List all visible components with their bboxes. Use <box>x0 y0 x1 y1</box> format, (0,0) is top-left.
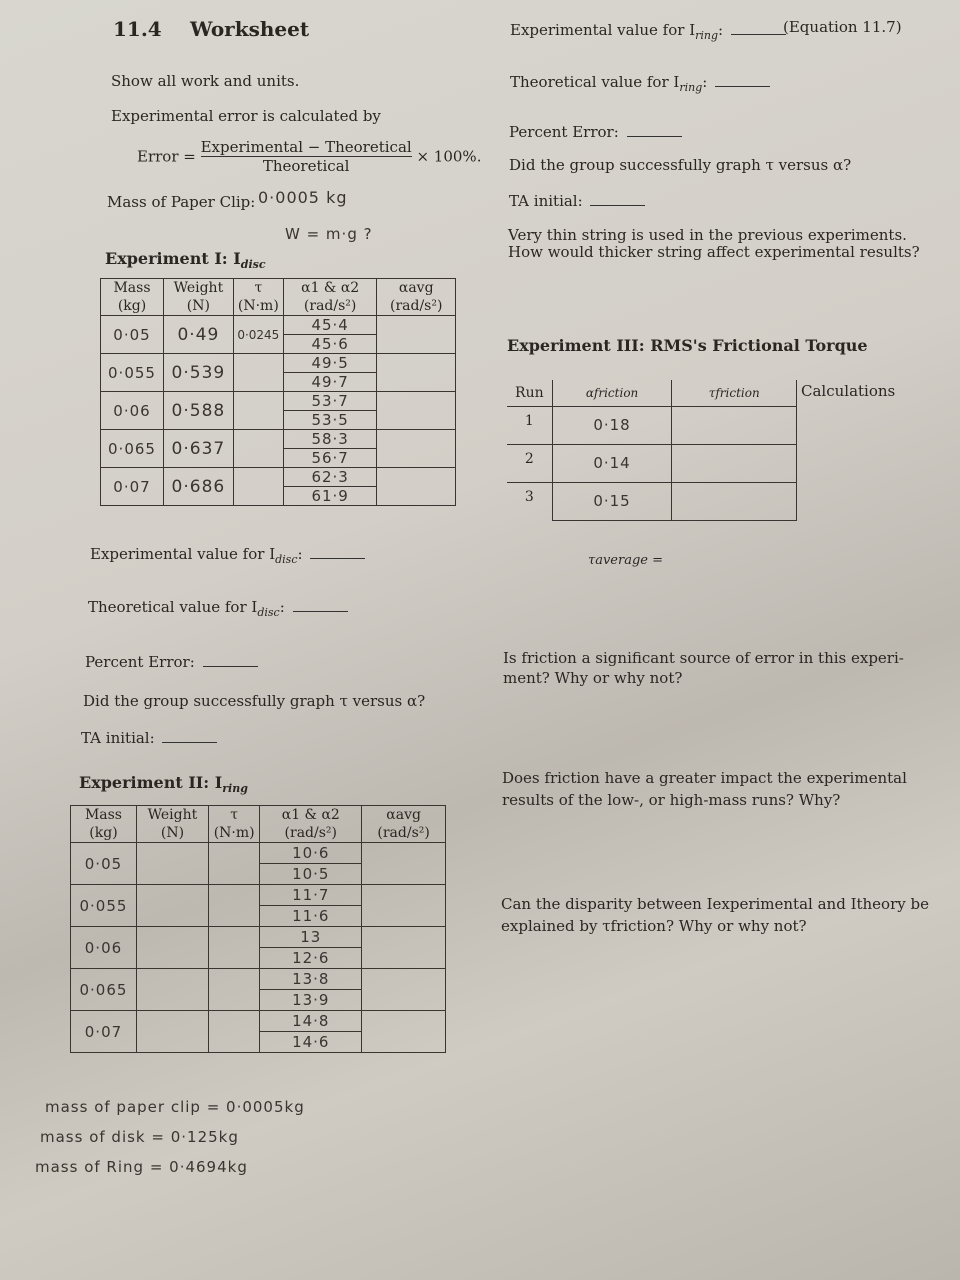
mass-cell: 0·06 <box>71 927 137 969</box>
col-torque: τ (N·m) <box>233 279 283 316</box>
run-cell: 2 <box>507 444 552 482</box>
denominator: Theoretical <box>262 157 350 175</box>
alpha-avg-cell <box>362 885 446 927</box>
col-torque: τ (N·m) <box>208 806 259 843</box>
weight-cell <box>136 1011 208 1053</box>
tau-friction-cell <box>672 482 797 520</box>
table-row <box>101 430 456 449</box>
torque-cell <box>233 430 283 468</box>
mass-cell: 0·065 <box>71 969 137 1011</box>
alpha2-cell: 10·5 <box>260 864 362 885</box>
alpha-avg-cell <box>377 316 456 354</box>
torque-cell <box>208 843 259 885</box>
col-alpha: α1 & α2 (rad/s²) <box>260 806 362 843</box>
alpha2-cell: 11·6 <box>260 906 362 927</box>
weight-note: W = m·g ? <box>285 225 373 243</box>
weight-cell: 0·49 <box>164 316 234 354</box>
col-weight: Weight (N) <box>136 806 208 843</box>
exp1-heading: Experiment I: $I_{disc}$ <box>105 249 266 272</box>
table-row <box>71 885 446 906</box>
alpha1-cell: 14·8 <box>260 1011 362 1032</box>
equation-ref: (Equation 11.7) <box>783 18 902 36</box>
exp1-table <box>100 278 456 506</box>
tau-average: τaverage = <box>588 553 663 568</box>
alpha1-cell: 49·5 <box>283 354 377 373</box>
mass-cell: 0·05 <box>101 316 164 354</box>
alpha1-cell: 62·3 <box>283 468 377 487</box>
col-weight: Weight (N) <box>164 279 234 316</box>
exp3-table <box>507 380 797 521</box>
numerator: Experimental − Theoretical <box>200 138 412 156</box>
table-row <box>71 843 446 864</box>
table-row <box>71 969 446 990</box>
note-ring: mass of Ring = 0·4694kg <box>35 1158 248 1176</box>
ring-theoretical-value: Theoretical value for $I_{ring}$: <box>510 73 770 94</box>
exp2-table <box>70 805 446 1053</box>
torque-cell <box>233 468 283 506</box>
table-row <box>101 354 456 373</box>
col-tau-friction: τfriction <box>672 380 797 406</box>
col-run: Run <box>507 380 552 406</box>
alpha-friction-cell: 0·18 <box>552 406 672 444</box>
exp1-graph-question: Did the group successfully graph τ versus α? <box>83 692 426 710</box>
exp2-heading: Experiment II: $I_{ring}$ <box>79 773 248 796</box>
torque-cell <box>233 392 283 430</box>
alpha-friction-cell: 0·15 <box>552 482 672 520</box>
weight-cell: 0·637 <box>164 430 234 468</box>
exp1-ta-initial: TA initial: <box>81 729 217 747</box>
alpha-avg-cell <box>377 392 456 430</box>
torque-cell <box>233 354 283 392</box>
table-row <box>507 406 797 444</box>
alpha1-cell: 13·8 <box>260 969 362 990</box>
note-paper-clip: mass of paper clip = 0·0005kg <box>45 1098 305 1116</box>
section-number: 11.4 <box>113 17 162 41</box>
torque-cell <box>208 1011 259 1053</box>
tau-friction-cell <box>672 444 797 482</box>
times-100: × 100%. <box>416 147 482 166</box>
instructions: Show all work and units. <box>111 72 300 90</box>
table-row <box>507 482 797 520</box>
alpha2-cell: 53·5 <box>283 411 377 430</box>
weight-cell <box>136 843 208 885</box>
col-alpha-avg: αavg (rad/s²) <box>377 279 456 316</box>
alpha-avg-cell <box>377 430 456 468</box>
col-alpha-friction: αfriction <box>552 380 672 406</box>
col-calculations: Calculations <box>801 382 896 400</box>
alpha2-cell: 49·7 <box>283 373 377 392</box>
exp1-percent-error: Percent Error: <box>85 653 258 671</box>
alpha1-cell: 58·3 <box>283 430 377 449</box>
alpha-friction-cell: 0·14 <box>552 444 672 482</box>
alpha2-cell: 61·9 <box>283 487 377 506</box>
alpha2-cell: 45·6 <box>283 335 377 354</box>
table-row <box>507 444 797 482</box>
run-cell: 3 <box>507 482 552 520</box>
string-question-1: Very thin string is used in the previous experiments. <box>508 226 907 244</box>
weight-cell: 0·588 <box>164 392 234 430</box>
torque-cell <box>208 927 259 969</box>
alpha1-cell: 53·7 <box>283 392 377 411</box>
weight-cell: 0·686 <box>164 468 234 506</box>
paper-clip-label: Mass of Paper Clip: <box>107 193 256 211</box>
friction-question-1b: ment? Why or why not? <box>503 669 683 687</box>
alpha2-cell: 12·6 <box>260 948 362 969</box>
mass-cell: 0·07 <box>101 468 164 506</box>
torque-cell <box>208 969 259 1011</box>
table-row <box>71 927 446 948</box>
table-row <box>101 316 456 335</box>
mass-cell: 0·07 <box>71 1011 137 1053</box>
mass-cell: 0·055 <box>71 885 137 927</box>
alpha2-cell: 56·7 <box>283 449 377 468</box>
col-alpha: α1 & α2 (rad/s²) <box>283 279 377 316</box>
table-row <box>101 392 456 411</box>
mass-cell: 0·055 <box>101 354 164 392</box>
exp1-theoretical-value: Theoretical value for $I_{disc}$: <box>88 598 348 619</box>
page-title: Worksheet <box>190 17 310 41</box>
ring-ta-initial: TA initial: <box>509 192 645 210</box>
paper-clip-value: 0·0005 kg <box>258 188 348 207</box>
weight-cell <box>136 885 208 927</box>
error-label: Error = <box>137 147 196 166</box>
friction-question-3a: Can the disparity between Iexperimental and Itheory be <box>501 895 929 913</box>
mass-cell: 0·065 <box>101 430 164 468</box>
alpha-avg-cell <box>377 354 456 392</box>
exp3-heading: Experiment III: RMS's Frictional Torque <box>507 336 868 355</box>
friction-question-2b: results of the low-, or high-mass runs? Why? <box>502 791 841 809</box>
col-mass: Mass (kg) <box>71 806 137 843</box>
mass-cell: 0·05 <box>71 843 137 885</box>
col-mass: Mass (kg) <box>101 279 164 316</box>
alpha1-cell: 11·7 <box>260 885 362 906</box>
alpha-avg-cell <box>362 927 446 969</box>
alpha1-cell: 45·4 <box>283 316 377 335</box>
torque-cell <box>208 885 259 927</box>
ring-experimental-value: Experimental value for $I_{ring}$: <box>510 21 786 42</box>
error-intro: Experimental error is calculated by <box>111 107 381 125</box>
table-row <box>71 1011 446 1032</box>
alpha2-cell: 14·6 <box>260 1032 362 1053</box>
friction-question-2a: Does friction have a greater impact the experimental <box>502 769 907 787</box>
table-row <box>101 468 456 487</box>
error-formula <box>137 138 481 175</box>
col-alpha-avg: αavg (rad/s²) <box>362 806 446 843</box>
tau-friction-cell <box>672 406 797 444</box>
note-disk: mass of disk = 0·125kg <box>40 1128 239 1146</box>
friction-question-1a: Is friction a significant source of error in this experi- <box>503 649 904 667</box>
ring-percent-error: Percent Error: <box>509 123 682 141</box>
weight-cell: 0·539 <box>164 354 234 392</box>
ring-graph-question: Did the group successfully graph τ versus α? <box>509 156 852 174</box>
friction-question-3b: explained by τfriction? Why or why not? <box>501 917 807 935</box>
alpha1-cell: 10·6 <box>260 843 362 864</box>
weight-cell <box>136 969 208 1011</box>
mass-cell: 0·06 <box>101 392 164 430</box>
exp1-experimental-value: Experimental value for $I_{disc}$: <box>90 545 365 566</box>
torque-cell: 0·0245 <box>233 316 283 354</box>
alpha-avg-cell <box>362 969 446 1011</box>
alpha1-cell: 13 <box>260 927 362 948</box>
weight-cell <box>136 927 208 969</box>
string-question-2: How would thicker string affect experimental results? <box>508 243 920 261</box>
alpha2-cell: 13·9 <box>260 990 362 1011</box>
run-cell: 1 <box>507 406 552 444</box>
alpha-avg-cell <box>377 468 456 506</box>
alpha-avg-cell <box>362 1011 446 1053</box>
alpha-avg-cell <box>362 843 446 885</box>
